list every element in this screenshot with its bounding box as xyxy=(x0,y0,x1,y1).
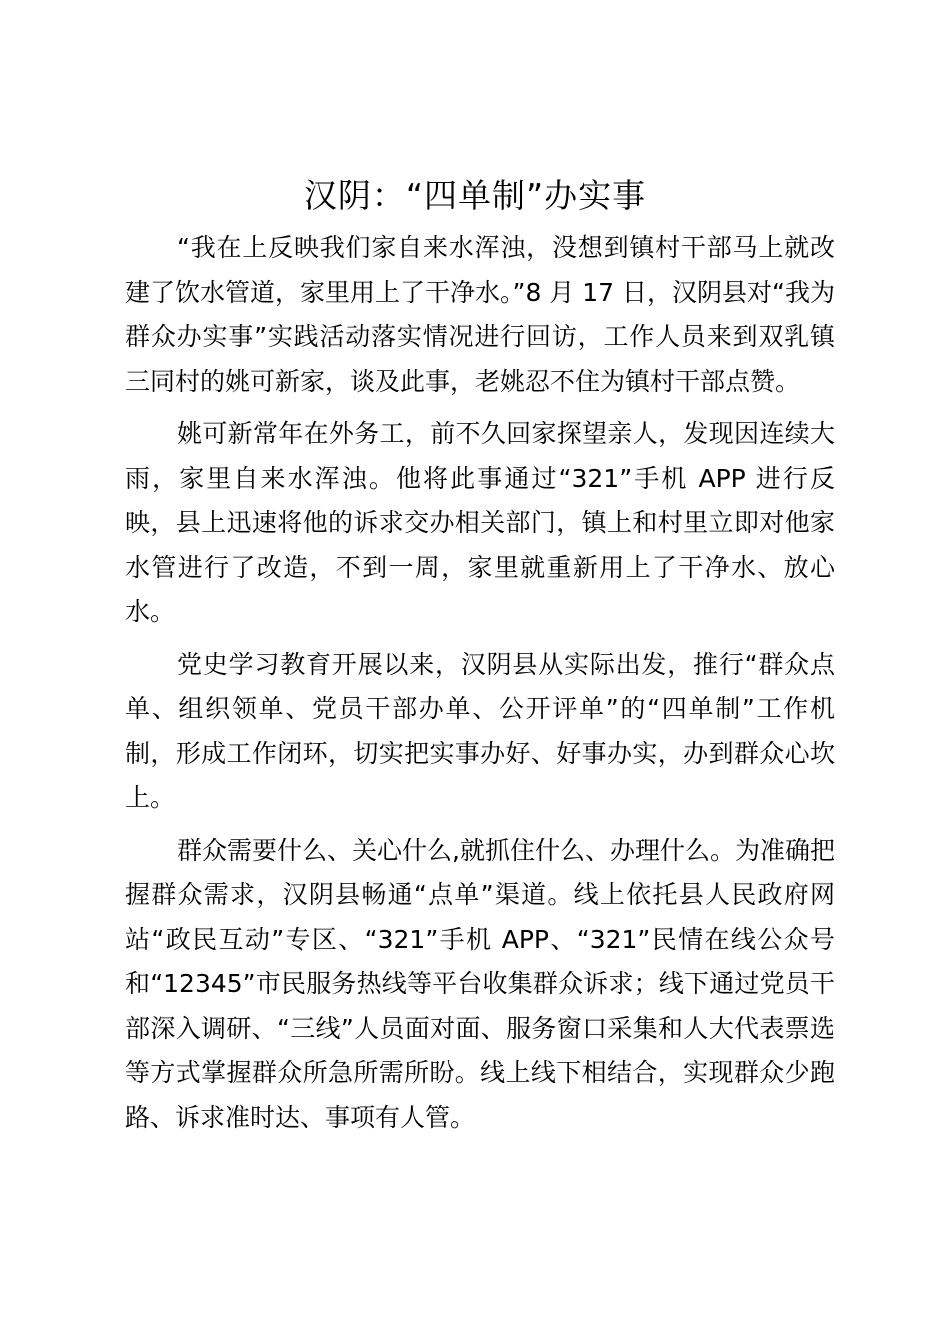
paragraph-4: 群众需要什么、关心什么,就抓住什么、办理什么。为准确把握群众需求，汉阴县畅通“点单”渠道。线上依托县人民政府网站“政民互动”专区、“321”手机 APP、“321”民情在线公众号和“12345”市民服务热线等平台收集群众诉求；线下通过党员干部深入调研、“三线”人员面对面、服务窗口采集和人大代表票选等方式掌握群众所急所需所盼。线上线下相结合，实现群众少跑路、诉求准时达、事项有人管。 xyxy=(125,835,835,1132)
article-body xyxy=(125,226,835,1148)
document-title: 汉阴：“四单制”办实事 xyxy=(303,176,647,215)
paragraph-1: “我在上反映我们家自来水浑浊，没想到镇村干部马上就改建了饮水管道，家里用上了干净水。”8 月 17 日，汉阴县对“我为群众办实事”实践活动落实情况进行回访，工作人员来到双乳镇三同村的姚可新家，谈及此事，老姚忍不住为镇村干部点赞。 xyxy=(125,233,835,396)
paragraph-2: 姚可新常年在外务工，前不久回家探望亲人，发现因连续大雨，家里自来水浑浊。他将此事通过“321”手机 APP 进行反映，县上迅速将他的诉求交办相关部门，镇上和村里立即对他家水管进行了改造，不到一周，家里就重新用上了干净水、放心水。 xyxy=(125,419,835,626)
paragraph-3: 党史学习教育开展以来，汉阴县从实际出发，推行“群众点单、组织领单、党员干部办单、公开评单”的“四单制”工作机制，形成工作闭环，切实把实事办好、好事办实，办到群众心坎上。 xyxy=(125,649,835,812)
